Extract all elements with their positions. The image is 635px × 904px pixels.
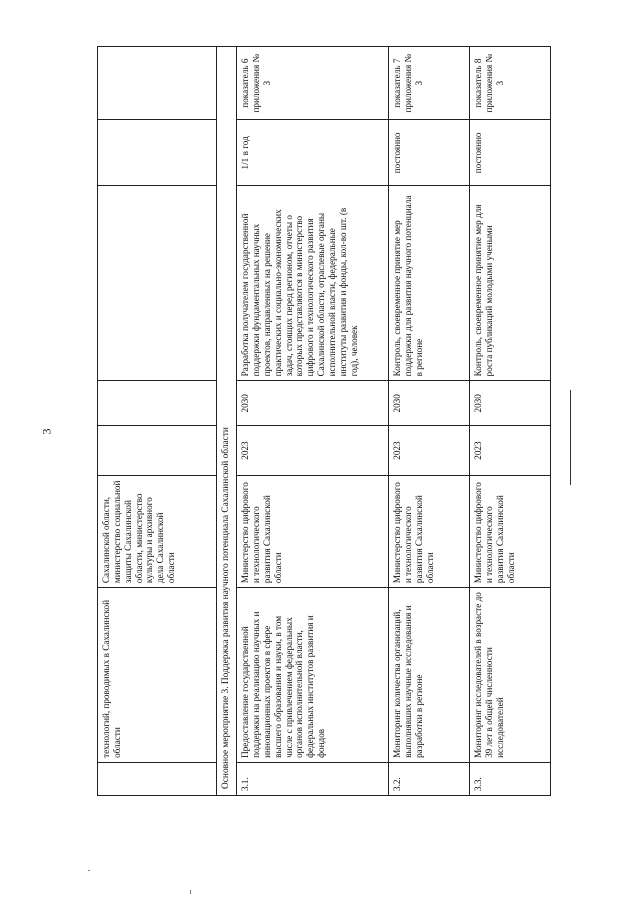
section-title: Основное мероприятие 3. Поддержка развития научного потенциала Сахалинской области xyxy=(217,47,237,796)
cell-period: постоянно xyxy=(470,120,551,186)
cell-num xyxy=(98,762,217,795)
cell-name: Мониторинг исследователей в возрасте до 39 лет в общей численности исследователей xyxy=(470,588,551,763)
cell-name: Предоставление государственной поддержки на реализацию научных и инновационных проектов в сфере высшего образования и науки, в том числе с привлечением федеральных органов исполнительной власти, федеральных институтов развития и фондов xyxy=(237,588,389,763)
scan-mark xyxy=(88,870,90,871)
section-row xyxy=(217,47,237,796)
cell-end: 2030 xyxy=(237,381,389,426)
cell-num: 3.3. xyxy=(470,762,551,795)
cell-result: Контроль, своевременное принятие мер поддержки для развития научного потенциала в регионе xyxy=(389,186,470,381)
cell-period xyxy=(98,120,217,186)
cell-executor: Министерство цифрового и технологического развития Сахалинской области xyxy=(470,475,551,587)
cell-start: 2023 xyxy=(237,426,389,476)
cell-num: 3.2. xyxy=(389,762,470,795)
cell-start: 2023 xyxy=(389,426,470,476)
table-row xyxy=(237,47,389,796)
cell-result: Контроль, своевременное принятие мер для роста публикаций молодыми учеными xyxy=(470,186,551,381)
page-number: 3 xyxy=(39,428,54,435)
rotated-table-wrapper xyxy=(97,46,542,796)
cell-num: 3.1. xyxy=(237,762,389,795)
margin-line xyxy=(570,390,571,485)
table-row xyxy=(389,47,470,796)
cell-indicator: показатель 7 приложения № 3 xyxy=(389,47,470,120)
cell-result xyxy=(98,186,217,381)
cell-name: Мониторинг количества организаций, выполнявших научные исследования и разработки в регионе xyxy=(389,588,470,763)
cell-start xyxy=(98,426,217,476)
cell-end: 2030 xyxy=(389,381,470,426)
cell-executor: Министерство цифрового и технологического развития Сахалинской области xyxy=(389,475,470,587)
cell-executor: Министерство цифрового и технологического развития Сахалинской области xyxy=(237,475,389,587)
scan-mark xyxy=(190,890,191,894)
cell-end xyxy=(98,381,217,426)
cell-indicator: показатель 6 приложения № 3 xyxy=(237,47,389,120)
cell-period: постоянно xyxy=(389,120,470,186)
cell-name: технологий, проводимых в Сахалинской области xyxy=(98,588,217,763)
measures-table xyxy=(97,46,551,796)
cell-end: 2030 xyxy=(470,381,551,426)
cell-result: Разработка получателем государственной поддержки фундаментальных научных проектов, направленных на решение практических и социально-экономических задач, стоящих перед регионом, отчеты о которых представляются в министерство цифрового и технологического развития Сахалинской области, отраслевые органы исполнительной власти, федеральные институты развития и фонды, кол-во шт. (в год), человек xyxy=(237,186,389,381)
table-row xyxy=(470,47,551,796)
cell-start: 2023 xyxy=(470,426,551,476)
cell-indicator: показатель 8 приложения № 3 xyxy=(470,47,551,120)
cell-indicator xyxy=(98,47,217,120)
cell-period: 1/1 в год xyxy=(237,120,389,186)
cell-executor: Сахалинской области, министерство социальной защиты Сахалинской области, министерство культуры и архивного дела Сахалинской области xyxy=(98,475,217,587)
table-row xyxy=(98,47,217,796)
